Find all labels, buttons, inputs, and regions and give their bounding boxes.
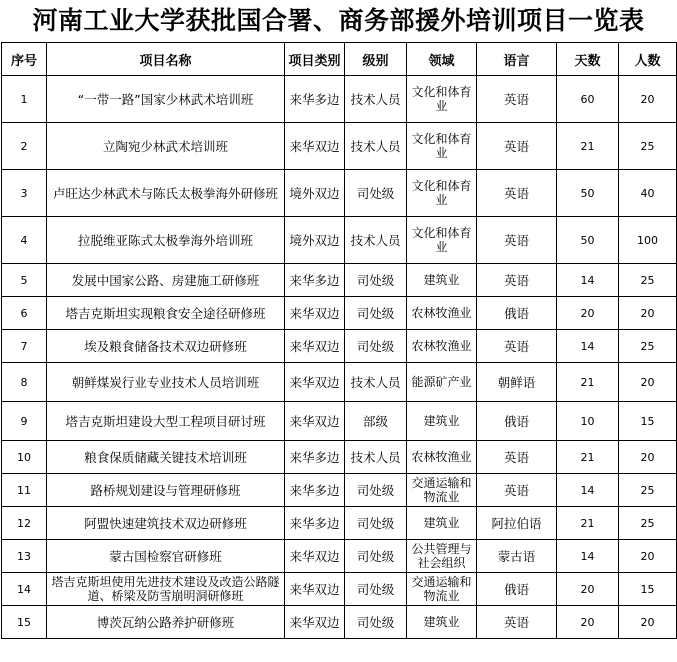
- table-row: [2, 217, 677, 264]
- table-row: [2, 123, 677, 170]
- cell-language: 英语: [477, 474, 557, 507]
- cell-category: 来华多边: [285, 507, 345, 540]
- cell-seq: 3: [2, 170, 47, 217]
- cell-project-name: “一带一路”国家少林武术培训班: [47, 76, 285, 123]
- cell-field: 文化和体育业: [407, 123, 477, 170]
- cell-project-name: 拉脱维亚陈式太极拳海外培训班: [47, 217, 285, 264]
- cell-language: 蒙古语: [477, 540, 557, 573]
- cell-category: 来华多边: [285, 441, 345, 474]
- cell-language: 英语: [477, 264, 557, 297]
- cell-people: 20: [619, 606, 677, 639]
- cell-people: 25: [619, 474, 677, 507]
- cell-field: 文化和体育业: [407, 76, 477, 123]
- cell-category: 来华双边: [285, 297, 345, 330]
- cell-category: 来华多边: [285, 474, 345, 507]
- cell-level: 技术人员: [345, 123, 407, 170]
- cell-people: 25: [619, 123, 677, 170]
- cell-category: 来华双边: [285, 573, 345, 606]
- cell-field: 农林牧渔业: [407, 330, 477, 363]
- cell-people: 20: [619, 76, 677, 123]
- cell-seq: 6: [2, 297, 47, 330]
- cell-days: 21: [557, 363, 619, 402]
- cell-level: 技术人员: [345, 363, 407, 402]
- table-row: [2, 264, 677, 297]
- cell-project-name: 朝鲜煤炭行业专业技术人员培训班: [47, 363, 285, 402]
- header-category: 项目类别: [285, 43, 345, 76]
- cell-seq: 13: [2, 540, 47, 573]
- cell-days: 60: [557, 76, 619, 123]
- table-row: [2, 474, 677, 507]
- page-title: 河南工业大学获批国合署、商务部援外培训项目一览表: [32, 6, 645, 35]
- cell-people: 25: [619, 264, 677, 297]
- cell-language: 英语: [477, 123, 557, 170]
- table-row: [2, 297, 677, 330]
- header-field: 领域: [407, 43, 477, 76]
- cell-level: 技术人员: [345, 441, 407, 474]
- cell-project-name: 塔吉克斯坦建设大型工程项目研讨班: [47, 402, 285, 441]
- cell-level: 司处级: [345, 540, 407, 573]
- cell-field: 建筑业: [407, 507, 477, 540]
- cell-project-name: 塔吉克斯坦使用先进技术建设及改造公路隧道、桥梁及防雪崩明洞研修班: [47, 573, 285, 606]
- cell-seq: 5: [2, 264, 47, 297]
- cell-project-name: 发展中国家公路、房建施工研修班: [47, 264, 285, 297]
- cell-language: 阿拉伯语: [477, 507, 557, 540]
- cell-people: 15: [619, 402, 677, 441]
- cell-language: 俄语: [477, 402, 557, 441]
- cell-seq: 1: [2, 76, 47, 123]
- table-row: [2, 441, 677, 474]
- cell-days: 14: [557, 264, 619, 297]
- cell-language: 英语: [477, 330, 557, 363]
- header-seq: 序号: [2, 43, 47, 76]
- cell-project-name: 粮食保质储藏关键技术培训班: [47, 441, 285, 474]
- cell-people: 100: [619, 217, 677, 264]
- cell-language: 英语: [477, 170, 557, 217]
- cell-days: 21: [557, 507, 619, 540]
- cell-language: 英语: [477, 606, 557, 639]
- cell-field: 农林牧渔业: [407, 297, 477, 330]
- header-level: 级别: [345, 43, 407, 76]
- cell-seq: 12: [2, 507, 47, 540]
- cell-level: 司处级: [345, 297, 407, 330]
- cell-category: 来华多边: [285, 76, 345, 123]
- cell-language: 朝鲜语: [477, 363, 557, 402]
- table-row: [2, 606, 677, 639]
- cell-people: 20: [619, 441, 677, 474]
- cell-field: 交通运输和物流业: [407, 474, 477, 507]
- table-row: [2, 76, 677, 123]
- cell-seq: 9: [2, 402, 47, 441]
- cell-project-name: 阿盟快速建筑技术双边研修班: [47, 507, 285, 540]
- cell-field: 建筑业: [407, 606, 477, 639]
- cell-days: 14: [557, 474, 619, 507]
- cell-days: 50: [557, 217, 619, 264]
- table-row: [2, 540, 677, 573]
- cell-project-name: 塔吉克斯坦实现粮食安全途径研修班: [47, 297, 285, 330]
- cell-days: 21: [557, 123, 619, 170]
- cell-category: 来华双边: [285, 402, 345, 441]
- cell-people: 20: [619, 297, 677, 330]
- cell-days: 14: [557, 540, 619, 573]
- cell-category: 境外双边: [285, 217, 345, 264]
- cell-seq: 10: [2, 441, 47, 474]
- cell-field: 农林牧渔业: [407, 441, 477, 474]
- cell-days: 14: [557, 330, 619, 363]
- cell-level: 司处级: [345, 606, 407, 639]
- table-row: [2, 363, 677, 402]
- cell-category: 境外双边: [285, 170, 345, 217]
- cell-category: 来华双边: [285, 540, 345, 573]
- cell-level: 司处级: [345, 573, 407, 606]
- cell-seq: 4: [2, 217, 47, 264]
- cell-seq: 14: [2, 573, 47, 606]
- header-days: 天数: [557, 43, 619, 76]
- cell-level: 司处级: [345, 507, 407, 540]
- cell-project-name: 博茨瓦纳公路养护研修班: [47, 606, 285, 639]
- cell-people: 25: [619, 330, 677, 363]
- table-row: [2, 507, 677, 540]
- cell-language: 英语: [477, 441, 557, 474]
- cell-seq: 7: [2, 330, 47, 363]
- table-row: [2, 170, 677, 217]
- cell-category: 来华双边: [285, 363, 345, 402]
- cell-category: 来华双边: [285, 606, 345, 639]
- cell-project-name: 路桥规划建设与管理研修班: [47, 474, 285, 507]
- cell-seq: 8: [2, 363, 47, 402]
- cell-field: 建筑业: [407, 264, 477, 297]
- cell-project-name: 蒙古国检察官研修班: [47, 540, 285, 573]
- cell-project-name: 卢旺达少林武术与陈氏太极拳海外研修班: [47, 170, 285, 217]
- cell-days: 10: [557, 402, 619, 441]
- cell-level: 司处级: [345, 264, 407, 297]
- cell-level: 部级: [345, 402, 407, 441]
- cell-field: 建筑业: [407, 402, 477, 441]
- cell-language: 英语: [477, 76, 557, 123]
- cell-language: 英语: [477, 217, 557, 264]
- cell-people: 40: [619, 170, 677, 217]
- cell-level: 技术人员: [345, 76, 407, 123]
- cell-category: 来华多边: [285, 264, 345, 297]
- cell-people: 20: [619, 363, 677, 402]
- project-table: [1, 42, 677, 639]
- cell-language: 俄语: [477, 573, 557, 606]
- cell-level: 司处级: [345, 330, 407, 363]
- cell-field: 交通运输和物流业: [407, 573, 477, 606]
- cell-level: 司处级: [345, 170, 407, 217]
- cell-days: 21: [557, 441, 619, 474]
- cell-seq: 15: [2, 606, 47, 639]
- cell-category: 来华双边: [285, 123, 345, 170]
- cell-project-name: 立陶宛少林武术培训班: [47, 123, 285, 170]
- cell-field: 能源矿产业: [407, 363, 477, 402]
- cell-level: 司处级: [345, 474, 407, 507]
- table-header-row: [2, 43, 677, 76]
- cell-people: 25: [619, 507, 677, 540]
- table-row: [2, 573, 677, 606]
- cell-field: 公共管理与社会组织: [407, 540, 477, 573]
- cell-days: 20: [557, 606, 619, 639]
- cell-project-name: 埃及粮食储备技术双边研修班: [47, 330, 285, 363]
- table-row: [2, 402, 677, 441]
- cell-days: 20: [557, 573, 619, 606]
- cell-seq: 11: [2, 474, 47, 507]
- header-people: 人数: [619, 43, 677, 76]
- cell-level: 技术人员: [345, 217, 407, 264]
- cell-language: 俄语: [477, 297, 557, 330]
- header-language: 语言: [477, 43, 557, 76]
- table-row: [2, 330, 677, 363]
- cell-people: 20: [619, 540, 677, 573]
- cell-people: 15: [619, 573, 677, 606]
- cell-field: 文化和体育业: [407, 170, 477, 217]
- cell-seq: 2: [2, 123, 47, 170]
- cell-category: 来华双边: [285, 330, 345, 363]
- cell-days: 20: [557, 297, 619, 330]
- cell-field: 文化和体育业: [407, 217, 477, 264]
- cell-days: 50: [557, 170, 619, 217]
- header-project-name: 项目名称: [47, 43, 285, 76]
